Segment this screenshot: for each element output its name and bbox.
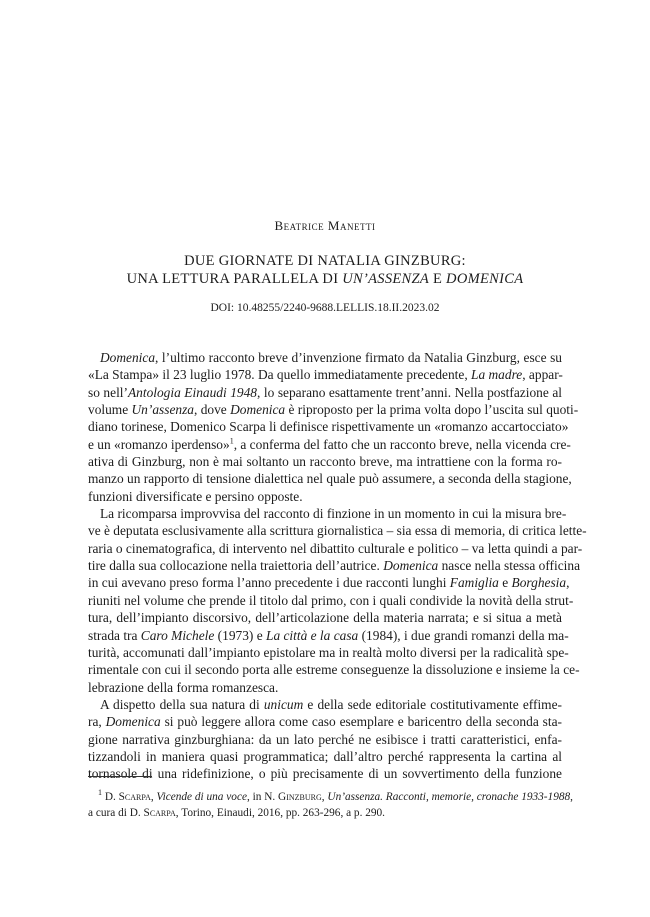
text-run: gione narrativa ginzburghiana: da un lato perché ne esibisce i tratti caratteristici, enfa- [88, 731, 562, 747]
italic-text: Un’assenza. Racconti, memorie, cronache 1933-1988 [327, 791, 571, 803]
paragraph-3-line [88, 696, 562, 713]
italic-text: Domenica [230, 402, 286, 418]
text-run: è riproposto per la prima volta dopo l’uscita sul quoti- [285, 402, 579, 418]
footnote-line [88, 788, 573, 806]
italic-text: Borghesia [511, 575, 567, 591]
text-run: funzioni diversificate e persino opposte. [88, 488, 303, 504]
paragraph-2-line [88, 592, 574, 609]
text-run: nasce nella stessa officina [438, 558, 581, 574]
paragraph-1-line [88, 349, 562, 366]
title-text: E [429, 271, 447, 287]
paragraph-1-line [88, 366, 562, 383]
small-caps-text: Scarpa [143, 806, 176, 819]
text-run: , l’ultimo racconto breve d’invenzione firmato da Natalia Ginzburg, esce su [155, 350, 562, 365]
text-run: a cura di D. [88, 806, 144, 819]
italic-text: Antologia Einaudi 1948 [127, 384, 258, 400]
paragraph-1-line [88, 453, 562, 470]
paragraph-2-line [88, 609, 562, 626]
text-run: tura, dell’impianto discorsivo, dell’articolazione della materia narrata; e si situa a metà [88, 610, 562, 626]
article-doi: DOI: 10.48255/2240-9688.LELLIS.18.II.2023.02 [210, 302, 440, 314]
text-run: , appar- [522, 367, 563, 383]
text-run: ativa di Ginzburg, non è mai soltanto un racconto breve, ma intrattiene con la forma ro- [88, 454, 562, 470]
text-run: , [570, 791, 573, 803]
footnote-divider [88, 776, 152, 777]
text-run: «La Stampa» il 23 luglio 1978. Da quello immediatamente precedente, [88, 367, 472, 383]
text-run: tornasole di una ridefinizione, o più precisamente di un sovvertimento della funzione [88, 766, 562, 782]
text-run: , dove [194, 402, 231, 418]
text-run: lebrazione della forma romanzesca. [88, 679, 279, 695]
text-run: La ricomparsa improvvisa del racconto di finzione in un momento in cui la misura bre- [100, 506, 567, 522]
italic-text: Vicende di una voce [156, 791, 247, 803]
paragraph-2-line [88, 540, 583, 557]
article-title-line-2 [0, 270, 650, 288]
italic-text: La madre [471, 367, 523, 383]
italic-text: Domenica [105, 714, 161, 730]
italic-text: unicum [263, 696, 304, 712]
paragraph-2-line [88, 557, 581, 574]
text-run: e un «romanzo iperdenso» [88, 436, 230, 452]
paragraph-1-line [88, 401, 579, 418]
text-run: strada tra [88, 627, 141, 643]
text-run: e della sede editoriale costitutivamente effime- [303, 696, 562, 712]
text-run: in cui avevano preso forma l’anno precedente i due racconti lunghi [88, 575, 450, 591]
text-run: diano torinese, Domenico Scarpa li definisce rispettivamente un «romanzo accartocciato» [88, 419, 569, 435]
italic-text: Domenica [100, 350, 156, 365]
text-run: ra, [88, 714, 106, 730]
text-run: , in N. [246, 791, 279, 803]
paragraph-3-line [88, 731, 562, 748]
footnote-marker: 1 [229, 436, 234, 446]
text-run: raria o cinematografica, di intervento nel dibattito culturale e politico – va letta quindi a par- [88, 540, 583, 556]
paragraph-1-line [88, 384, 562, 401]
text-run: , Torino, Einaudi, 2016, pp. 263-296, a p. 290. [175, 806, 385, 819]
italic-text: Famiglia [449, 575, 499, 591]
text-run: si può leggere allora come caso esemplare e baricentro della seconda sta- [160, 714, 562, 730]
paragraph-2-line [88, 679, 562, 696]
text-run: (1973) e [214, 627, 266, 643]
small-caps-text: Ginzburg [278, 791, 322, 803]
paragraph-1-line [88, 436, 571, 453]
paragraph-2-line [88, 574, 570, 591]
text-run: ve è deputata esclusivamente alla scrittura giornalistica – sia essa di memoria, di critica lette- [88, 523, 587, 539]
title-text: UNA LETTURA PARALLELA DI [126, 271, 343, 287]
paragraph-2-line [88, 627, 569, 644]
text-run: A dispetto della sua natura di [100, 696, 264, 712]
footnote [88, 788, 573, 821]
paragraph-1-line [88, 470, 572, 487]
paragraph-3-line [88, 748, 562, 765]
text-run: , [321, 791, 328, 803]
paragraph-2-line [88, 661, 580, 678]
title-work-domenica: DOMENICA [446, 271, 524, 287]
text-run: volume [88, 402, 132, 418]
text-run: , [150, 791, 157, 803]
text-run: tire dalla sua collocazione nella traiettoria dell’autrice. [88, 558, 384, 574]
text-run: D. [102, 791, 119, 803]
paragraph-3-line [88, 765, 562, 782]
italic-text: Domenica [383, 558, 439, 574]
paragraph-3-line [88, 713, 562, 730]
paragraph-1-line [88, 488, 562, 505]
text-run: turità, accomunati dall’impianto epistolare ma in realtà molto diversi per la radicalità spe- [88, 644, 569, 660]
italic-text: Un’assenza [131, 402, 195, 418]
text-run: manzo un rapporto di tensione dialettica nel quale può assumere, a seconda della stagione, [88, 471, 572, 487]
paragraph-2-line [88, 644, 569, 661]
italic-text: Caro Michele [140, 627, 215, 643]
small-caps-text: Scarpa [118, 791, 151, 803]
text-run: , a conferma del fatto che un racconto breve, nella vicenda cre- [233, 436, 571, 452]
text-run: rimentale con cui il secondo porta alle estreme conseguenze la dissoluzione e insieme la ce- [88, 662, 580, 678]
footnote-line [88, 806, 562, 822]
article-author: Beatrice Manetti [274, 218, 376, 233]
text-run: so nell’ [88, 384, 128, 400]
title-work-unassenza: UN’ASSENZA [342, 271, 430, 287]
text-run: e [498, 575, 512, 591]
text-run: , [566, 575, 570, 591]
italic-text: La città e la casa [266, 627, 359, 643]
footnote-marker: 1 [98, 788, 102, 798]
paragraph-2-line [88, 522, 587, 539]
text-run: (1984), i due grandi romanzi della ma- [358, 627, 569, 643]
article-body [88, 349, 587, 783]
paragraph-1-line [88, 418, 569, 435]
article-title-line-1: DUE GIORNATE DI NATALIA GINZBURG: [184, 253, 466, 269]
text-run: riuniti nel volume che prende il titolo dal primo, con i quali condivide la novità della strut- [88, 592, 574, 608]
paragraph-2-line [88, 505, 567, 522]
text-run: , lo separano esattamente trent’anni. Nella postfazione al [257, 384, 562, 400]
text-run: tizzandoli in maniera quasi programmatica; dall’altro perché rappresenta la cartina al [88, 748, 562, 764]
